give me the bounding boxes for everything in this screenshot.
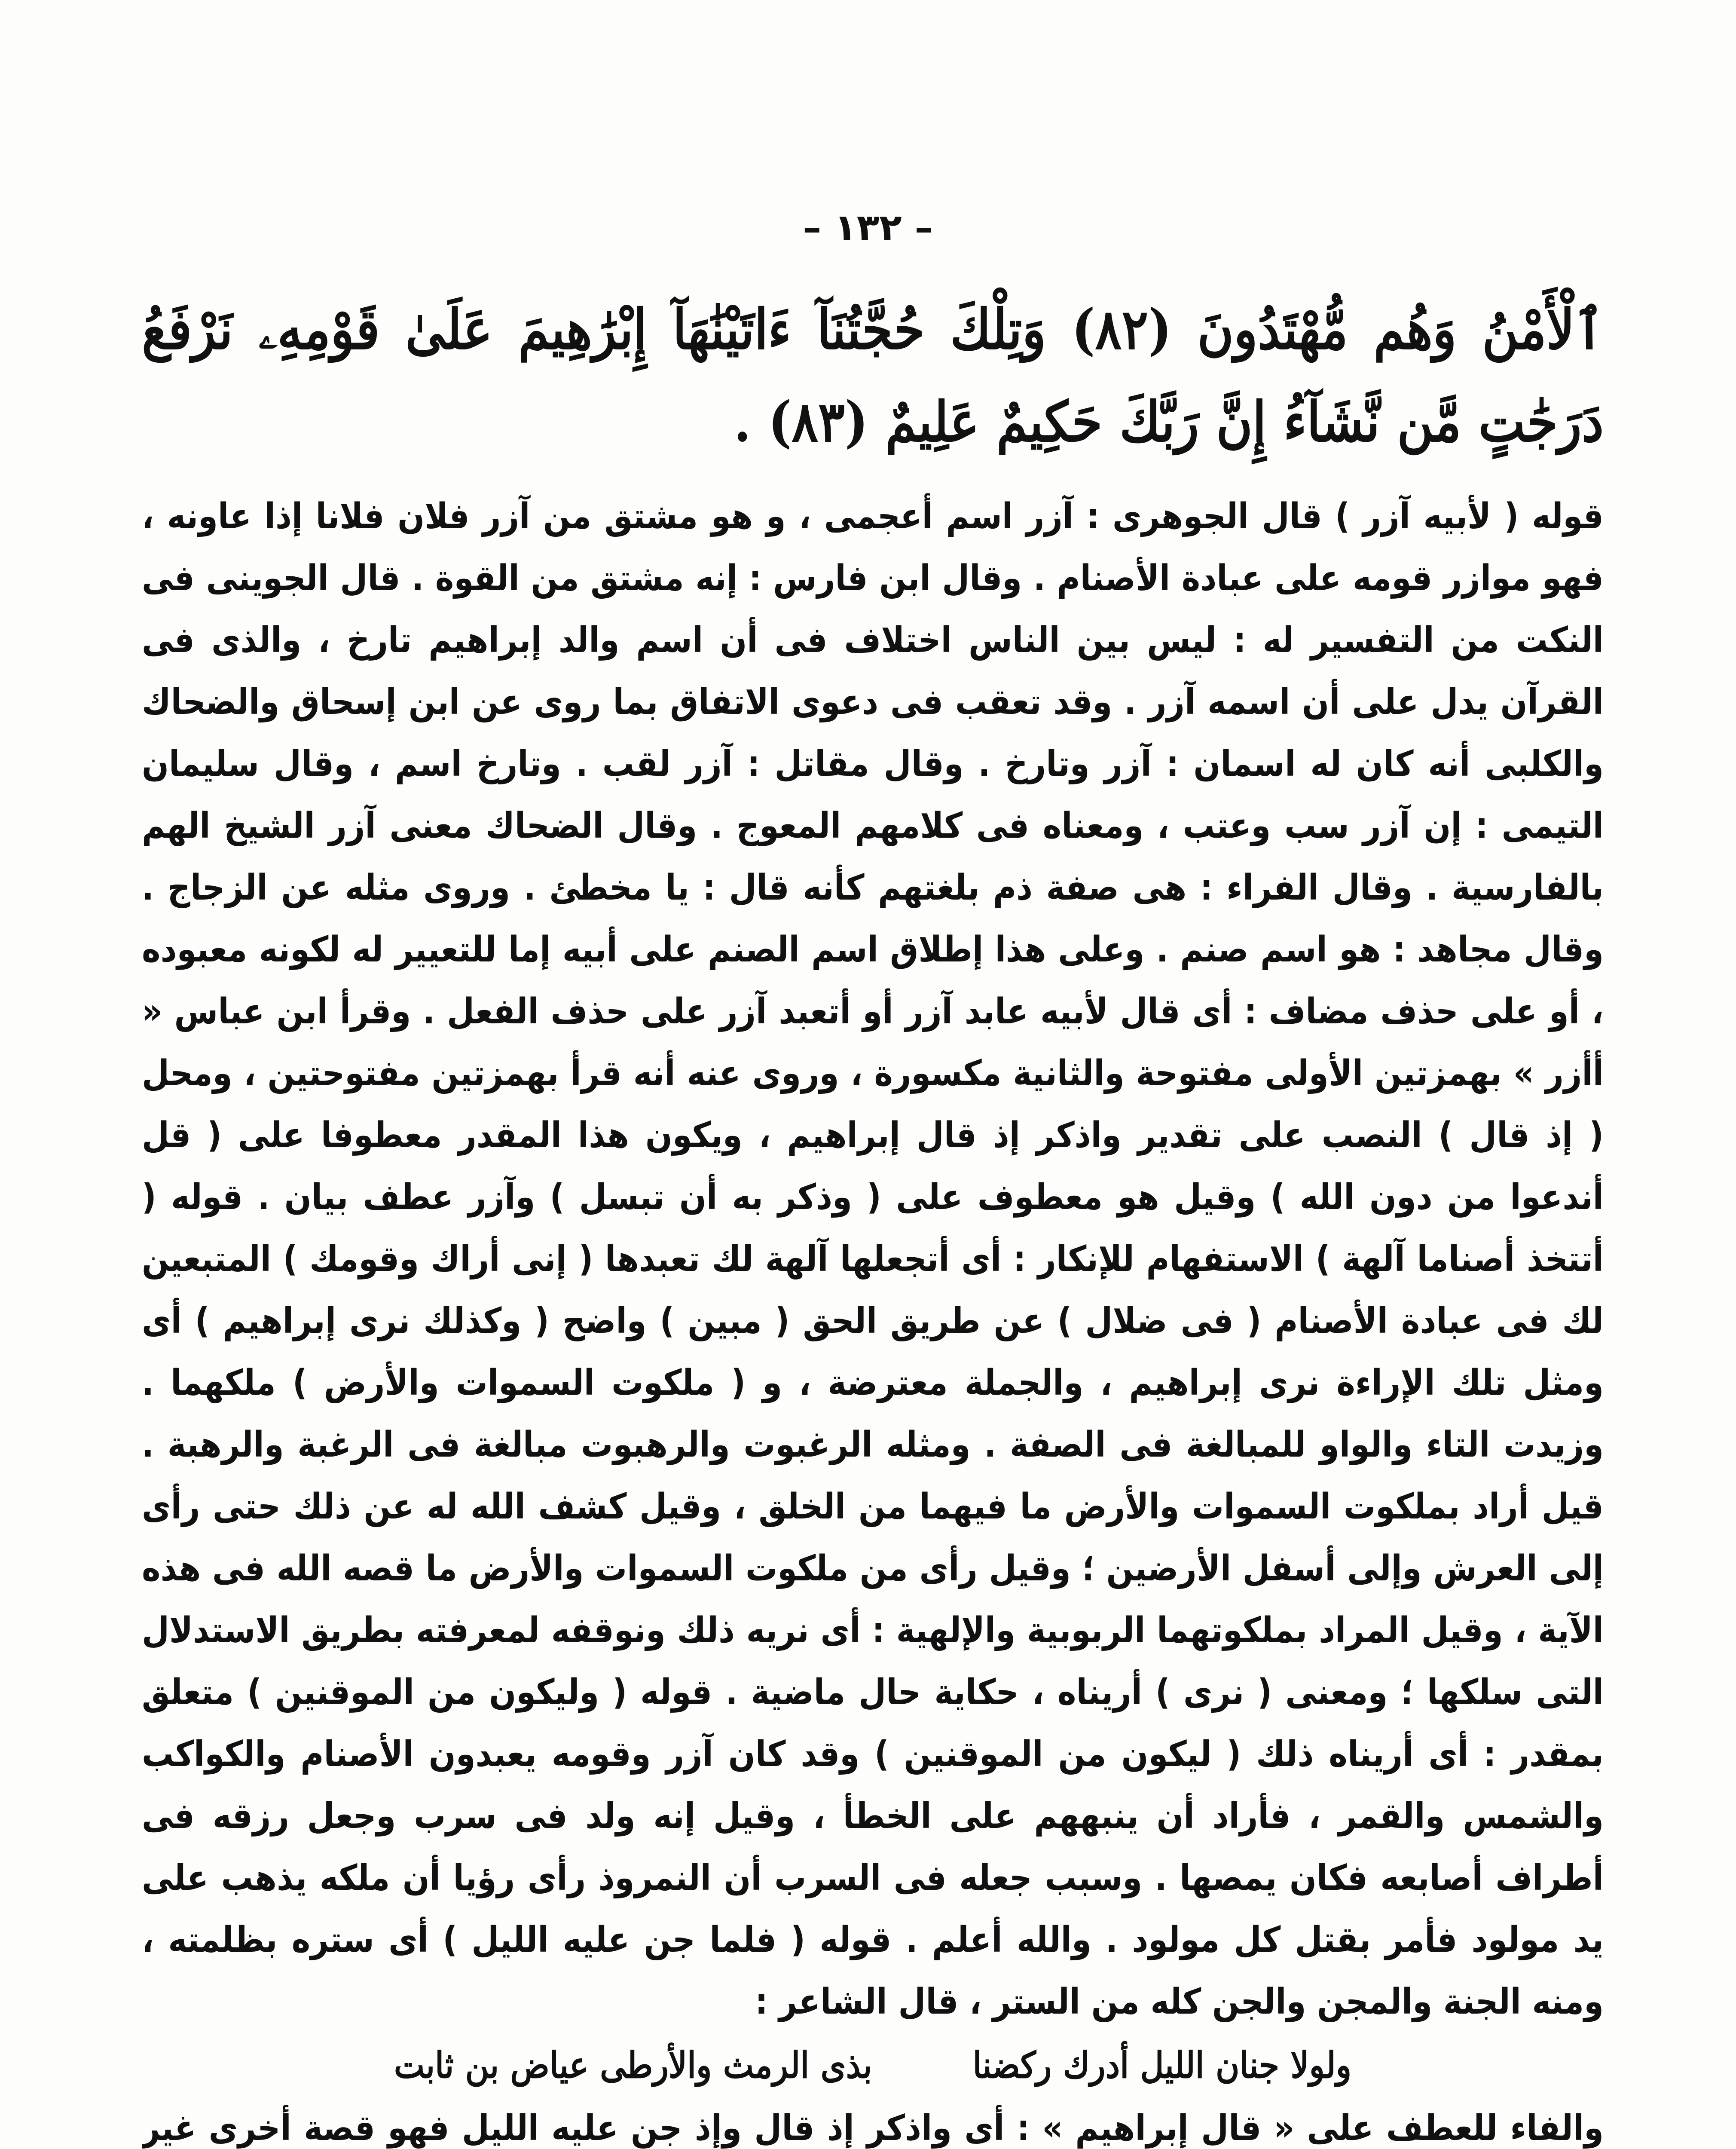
quran-verse-text: ٱلْأَمْنُ وَهُم مُّهْتَدُونَ (٨٢) وَتِلْكَ حُجَّتُنَآ ءَاتَيْنَٰهَآ إِبْرَٰهِيمَ عَلَىٰ قَوْمِهِۦ نَرْفَعُ دَرَجَٰتٍ مَّن نَّشَآءُ إِنَّ رَبَّكَ حَكِيمٌ عَلِيمٌ (٨٣) . xyxy=(142,297,1604,454)
verse-second-hemistich: بذى الرمث والأرطى عياض بن ثابت xyxy=(394,2044,872,2086)
commentary-paragraph-1: قوله ( لأبيه آزر ) قال الجوهرى : آزر اسم أعجمى ، و هو مشتق من آزر فلان فلانا إذا عاونه ، فهو موازر قومه على عبادة الأصنام . وقال ابن فارس : إنه مشتق من القوة . قال الجوينى فى النكت من التفسير له : ليس بين الناس اختلاف فى أن اسم والد إبراهيم تارخ ، والذى فى القرآن يدل على أن اسمه آزر . وقد تعقب فى دعوى الاتفاق بما روى عن ابن إسحاق والضحاك والكلبى أنه كان له اسمان : آزر وتارخ . وقال مقاتل : آزر لقب . وتارخ اسم ، وقال سليمان التيمى : إن آزر سب وعتب ، ومعناه فى كلامهم المعوج . وقال الضحاك معنى آزر الشيخ الهم بالفارسية . وقال الفراء : هى صفة ذم بلغتهم كأنه قال : يا مخطئ . وروى مثله عن الزجاج . وقال مجاهد : هو اسم صنم . وعلى هذا إطلاق اسم الصنم على أبيه إما للتعيير له لكونه معبوده ، أو على حذف مضاف : أى قال لأبيه عابد آزر أو أتعبد آزر على حذف الفعل . وقرأ ابن عباس « أأزر » بهمزتين الأولى مفتوحة والثانية مكسورة ، وروى عنه أنه قرأ بهمزتين مفتوحتين ، ومحل ( إذ قال ) النصب على تقدير واذكر إذ قال إبراهيم ، ويكون هذا المقدر معطوفا على ( قل أندعوا من دون الله ) وقيل هو معطوف على ( وذكر به أن تبسل ) وآزر عطف بيان . قوله ( أتتخذ أصناما آلهة ) الاستفهام للإنكار : أى أتجعلها آلهة لك تعبدها ( إنى أراك وقومك ) المتبعين لك فى عبادة الأصنام ( فى ضلال ) عن طريق الحق ( مبين ) واضح ( وكذلك نرى إبراهيم ) أى ومثل تلك الإراءة نرى إبراهيم ، والجملة معترضة ، و ( ملكوت السموات والأرض ) ملكهما . وزيدت التاء والواو للمبالغة فى الصفة . ومثله الرغبوت والرهبوت مبالغة فى الرغبة والرهبة . قيل أراد بملكوت السموات والأرض ما فيهما من الخلق ، وقيل كشف الله له عن ذلك حتى رأى إلى العرش وإلى أسفل الأرضين ؛ وقيل رأى من ملكوت السموات والأرض ما قصه الله فى هذه الآية ، وقيل المراد بملكوتهما الربوبية والإلهية : أى نريه ذلك ونوقفه لمعرفته بطريق الاستدلال التى سلكها ؛ ومعنى ( نرى ) أريناه ، حكاية حال ماضية . قوله ( وليكون من الموقنين ) متعلق بمقدر : أى أريناه ذلك ( ليكون من الموقنين ) وقد كان آزر وقومه يعبدون الأصنام والكواكب والشمس والقمر ، فأراد أن ينبههم على الخطأ ، وقيل إنه ولد فى سرب وجعل رزقه فى أطراف أصابعه فكان يمصها . وسبب جعله فى السرب أن النمروذ رأى رؤيا أن ملكه يذهب على يد مولود فأمر بقتل كل مولود . والله أعلم . قوله ( فلما جن عليه الليل ) أى ستره بظلمته ، ومنه الجنة والمجن والجن كله من الستر ، قال الشاعر : xyxy=(142,496,1604,2022)
commentary-paragraph-2: والفاء للعطف على « قال إبراهيم » : أى واذكر إذ قال وإذ جن عليه الليل فهو قصة أخرى غير xyxy=(142,2108,1604,2149)
poetry-verse xyxy=(142,2033,1604,2097)
page-body xyxy=(142,284,1604,2149)
page-number: – ١٣٢ – xyxy=(803,206,933,249)
verse-first-hemistich: ولولا جنان الليل أدرك ركضنا xyxy=(972,2044,1352,2086)
